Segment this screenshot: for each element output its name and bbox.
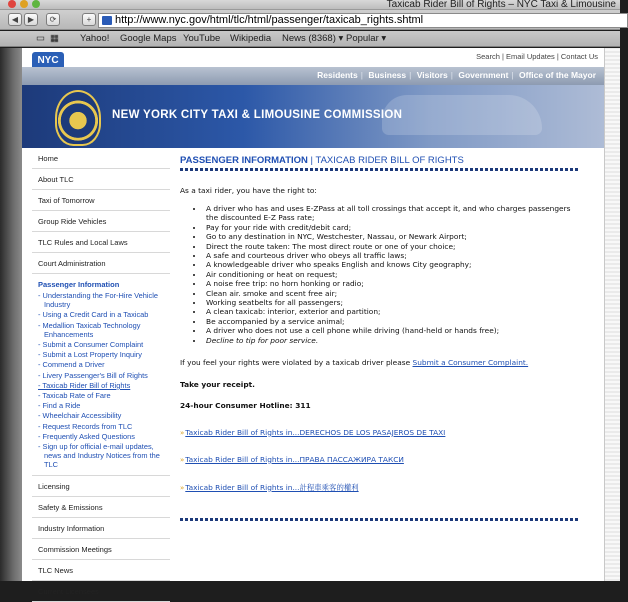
rights-list-item: • Air conditioning or heat on request; bbox=[204, 270, 578, 279]
desktop-background bbox=[0, 48, 22, 581]
sidebar-item-tlc-rules[interactable]: TLC Rules and Local Laws bbox=[32, 232, 170, 253]
rights-list-item: • A driver who has and uses E-ZPass at all toll crossings that accept it, and who charges passengers the discounted E-Z Pass rate; bbox=[204, 204, 578, 223]
bookmarks-bar bbox=[0, 31, 620, 47]
sidebar-item-court-administration[interactable]: Court Administration bbox=[32, 253, 170, 274]
window-titlebar bbox=[0, 0, 620, 10]
web-page bbox=[22, 48, 604, 596]
sidebar-subitem[interactable]: - Frequently Asked Questions bbox=[38, 431, 135, 441]
main-navbar: Residents | Business | Visitors | Government | Office of the Mayor bbox=[22, 67, 604, 85]
language-link-row bbox=[180, 455, 578, 464]
rights-list-item: • Clean air. smoke and scent free air; bbox=[204, 289, 578, 298]
rights-list-item: • Decline to tip for poor service. bbox=[204, 336, 578, 345]
bookmark-wikipedia[interactable]: Wikipedia bbox=[230, 33, 272, 44]
rights-list-item: • Be accompanied by a service animal; bbox=[204, 317, 578, 326]
sidebar-subitem[interactable]: - Wheelchair Accessibility bbox=[38, 411, 122, 421]
nav-residents[interactable]: Residents bbox=[317, 70, 358, 80]
complaint-text: If you feel your rights were violated by a taxicab driver please bbox=[180, 358, 413, 368]
site-favicon-icon bbox=[102, 16, 112, 25]
sidebar-subitem[interactable]: - Livery Passenger's Bill of Rights bbox=[38, 370, 148, 380]
sidebar-subitem[interactable]: - Taxicab Rate of Fare bbox=[38, 391, 111, 401]
bullet-arrow-icon: » bbox=[180, 483, 185, 492]
nav-visitors[interactable]: Visitors bbox=[416, 70, 448, 80]
sidebar-item-industry-information[interactable]: Industry Information bbox=[32, 518, 170, 539]
page-title-subject: TAXICAB RIDER BILL OF RIGHTS bbox=[315, 155, 464, 166]
sidebar-item-licensing[interactable]: Licensing bbox=[32, 476, 170, 497]
bookmark-popular[interactable]: Popular ▾ bbox=[346, 33, 387, 44]
taxi-image bbox=[382, 95, 542, 135]
page-title bbox=[180, 152, 578, 166]
minimize-window-button[interactable] bbox=[20, 0, 28, 8]
bullet-arrow-icon: » bbox=[180, 428, 185, 437]
bookmark-yahoo[interactable]: Yahoo! bbox=[80, 33, 110, 44]
sidebar-subitem[interactable]: - Submit a Consumer Complaint bbox=[38, 340, 144, 350]
sidebar-subitem[interactable]: - Medallion Taxicab Technology Enhancements bbox=[38, 320, 141, 339]
page-title-section: PASSENGER INFORMATION bbox=[180, 155, 308, 166]
consumer-hotline: 24-hour Consumer Hotline: 311 bbox=[180, 400, 311, 410]
top-sites-grid-icon[interactable]: ▦ bbox=[50, 33, 59, 44]
russian-rights-link[interactable]: Taxicab Rider Bill of Rights in...ПРАВА ПАССАЖИРА ТАКСИ bbox=[185, 454, 404, 464]
address-bar[interactable] bbox=[98, 13, 628, 28]
sidebar-subitem[interactable]: - Request Records from TLC bbox=[38, 421, 133, 431]
rights-list-item: • Working seatbelts for all passengers; bbox=[204, 298, 578, 307]
header-utility-links[interactable]: Search | Email Updates | Contact Us bbox=[476, 52, 598, 61]
rights-list-item: • A driver who does not use a cell phone while driving (hand-held or hands free); bbox=[204, 326, 578, 335]
banner-title: NEW YORK CITY TAXI & LIMOUSINE COMMISSION bbox=[112, 109, 403, 121]
title-divider bbox=[180, 168, 578, 171]
logo-text: NYC bbox=[37, 55, 59, 66]
sidebar-subitem-current[interactable]: - Taxicab Rider Bill of Rights bbox=[38, 380, 131, 390]
sidebar-subitem[interactable]: - Sign up for official e-mail updates, news and Industry Notices from the TLC bbox=[38, 442, 160, 470]
complaint-paragraph bbox=[180, 358, 578, 368]
submit-complaint-link[interactable]: Submit a Consumer Complaint. bbox=[412, 358, 529, 368]
add-bookmark-button[interactable]: + bbox=[82, 13, 96, 26]
rights-list-item: • A noise free trip: no horn honking or radio; bbox=[204, 279, 578, 288]
bookmark-youtube[interactable]: YouTube bbox=[183, 33, 221, 44]
zoom-window-button[interactable] bbox=[32, 0, 40, 8]
rights-list-item: • Direct the route taken: The most direct route or one of your choice; bbox=[204, 242, 578, 251]
sidebar-item-home[interactable]: Home bbox=[32, 148, 170, 169]
bottom-divider bbox=[180, 518, 578, 521]
sidebar-item-current-licensees[interactable]: Current Licensees bbox=[32, 581, 170, 602]
sidebar-subitem[interactable]: - Using a Credit Card in a Taxicab bbox=[38, 310, 149, 320]
reload-button[interactable]: ⟳ bbox=[46, 13, 60, 26]
rights-list-item: • A clean taxicab: interior, exterior and partition; bbox=[204, 307, 578, 316]
bookmark-google-maps[interactable]: Google Maps bbox=[120, 33, 177, 44]
sidebar-item-passenger-information[interactable]: Passenger Information bbox=[38, 280, 120, 289]
url-text: http://www.nyc.gov/html/tlc/html/passenger/taxicab_rights.shtml bbox=[115, 14, 424, 26]
sidebar-item-tlc-news[interactable]: TLC News bbox=[32, 560, 170, 581]
back-button[interactable]: ◀ bbox=[8, 13, 22, 26]
forward-button[interactable]: ▶ bbox=[24, 13, 38, 26]
receipt-notice: Take your receipt. bbox=[180, 379, 255, 389]
rights-list bbox=[204, 204, 578, 345]
sidebar-subitem[interactable]: - Find a Ride bbox=[38, 401, 81, 411]
sidebar-subitem[interactable]: - Submit a Lost Property Inquiry bbox=[38, 350, 142, 360]
chinese-rights-link[interactable]: Taxicab Rider Bill of Rights in...計程車乘客的權利 bbox=[185, 482, 359, 492]
language-link-row bbox=[180, 428, 578, 437]
sidebar-subitem[interactable]: - Commend a Driver bbox=[38, 360, 105, 370]
bookmark-news[interactable]: News (8368) ▾ bbox=[282, 33, 344, 44]
sidebar-item-taxi-of-tomorrow[interactable]: Taxi of Tomorrow bbox=[32, 190, 170, 211]
rights-list-item: • A safe and courteous driver who obeys all traffic laws; bbox=[204, 251, 578, 260]
page-scrollbar[interactable] bbox=[604, 48, 620, 581]
sidebar-item-about-tlc[interactable]: About TLC bbox=[32, 169, 170, 190]
tlc-banner bbox=[22, 85, 604, 148]
rights-list-item: • Pay for your ride with credit/debit card; bbox=[204, 223, 578, 232]
page-title-separator: | bbox=[307, 155, 316, 166]
rights-list-item: • A knowledgeable driver who speaks English and knows City geography; bbox=[204, 260, 578, 269]
intro-text: As a taxi rider, you have the right to: bbox=[180, 186, 317, 195]
sidebar-item-safety-emissions[interactable]: Safety & Emissions bbox=[32, 497, 170, 518]
sidebar-subitem[interactable]: - Understanding the For-Hire Vehicle Industry bbox=[38, 291, 158, 310]
window-title: Taxicab Rider Bill of Rights – NYC Taxi & Limousine bbox=[386, 0, 616, 10]
language-link-row bbox=[180, 482, 578, 493]
close-window-button[interactable] bbox=[8, 0, 16, 8]
tlc-seal-icon[interactable] bbox=[55, 90, 101, 146]
sidebar-nav bbox=[32, 148, 170, 602]
bullet-arrow-icon: » bbox=[180, 455, 185, 464]
rights-list-item: • Go to any destination in NYC, Westchester, Nassau, or Newark Airport; bbox=[204, 232, 578, 241]
nav-office-of-the-mayor[interactable]: Office of the Mayor bbox=[519, 70, 596, 80]
sidebar-item-commission-meetings[interactable]: Commission Meetings bbox=[32, 539, 170, 560]
sidebar-item-group-ride-vehicles[interactable]: Group Ride Vehicles bbox=[32, 211, 170, 232]
nav-government[interactable]: Government bbox=[458, 70, 509, 80]
browser-toolbar bbox=[0, 10, 620, 30]
nav-business[interactable]: Business bbox=[368, 70, 407, 80]
bookmarks-book-icon[interactable]: ▭ bbox=[36, 33, 45, 44]
main-content bbox=[180, 148, 578, 521]
spanish-rights-link[interactable]: Taxicab Rider Bill of Rights in...DERECHOS DE LOS PASAJEROS DE TAXI bbox=[185, 427, 446, 437]
